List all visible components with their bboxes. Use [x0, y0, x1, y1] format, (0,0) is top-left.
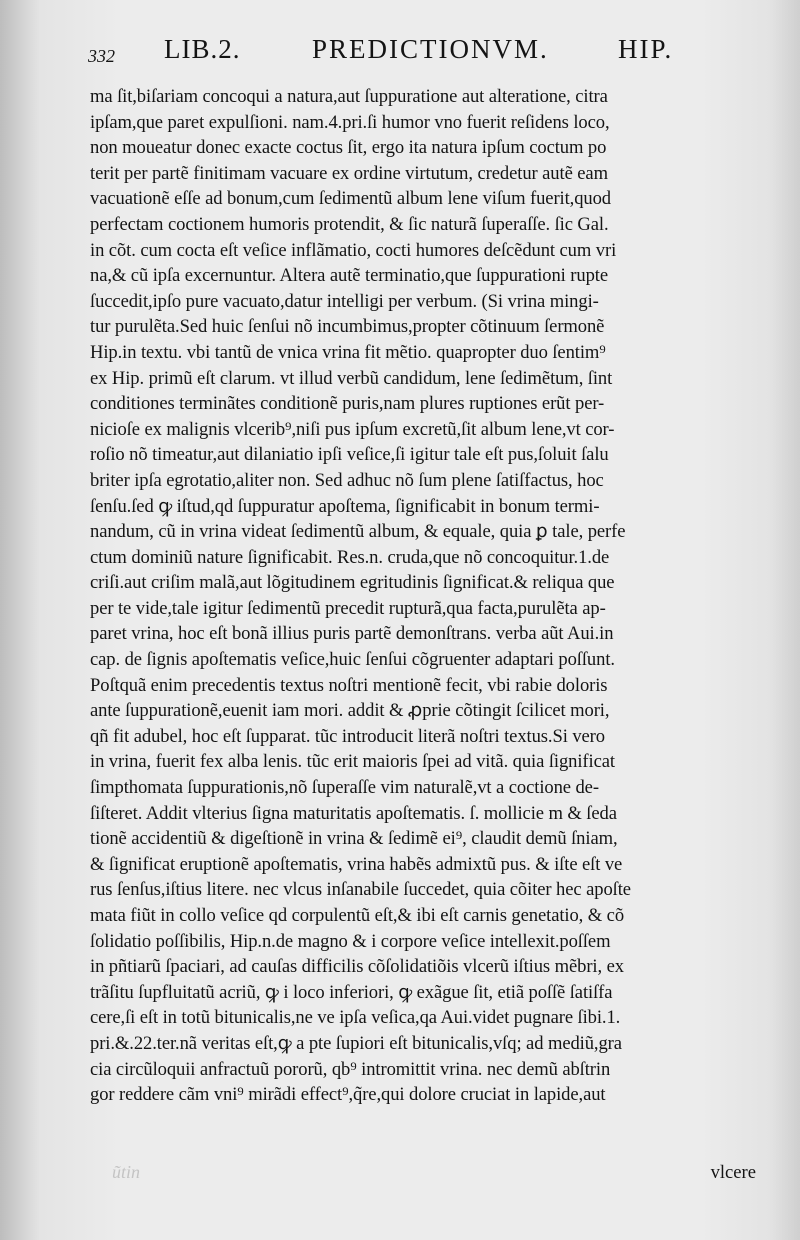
- text-line: ſolidatio poſſibilis, Hip.n.de magno & i corpore veſice intellexit.poſſem: [90, 930, 611, 952]
- text-line: vacuationẽ eſſe ad bonum,cum ſedimentũ album lene viſum fuerit,quod: [90, 188, 612, 210]
- text-line: qñ fit adubel, hoc eſt ſupparat. tũc introducit literã noſtri textus.Si vero: [90, 725, 605, 747]
- running-title: PREDICTIONVM.: [312, 34, 549, 64]
- text-line: in pñtiarũ ſpaciari, ad cauſas difficilis cõſolidatiõis vlcerũ iſtius mẽbri, ex: [90, 956, 624, 978]
- catchword: vlcere: [710, 1162, 756, 1183]
- running-header: [88, 34, 748, 74]
- text-line: non moueatur donec exacte coctus ſit, ergo ita natura ipſum coctum po: [90, 137, 607, 159]
- text-line: ex Hip. primũ eſt clarum. vt illud verbũ candidum, lene ſedimẽtum, ſint: [90, 367, 613, 389]
- text-line: gor reddere cãm vni⁹ mirãdi effect⁹,q̃re,qui dolore cruciat in lapide,aut: [90, 1084, 606, 1106]
- text-line: ſenſu.ſed ꝙ iſtud,qd ſuppuratur apoſtema, ſignificabit in bonum termi-: [90, 495, 600, 517]
- text-line: na,& cũ ipſa excernuntur. Altera autẽ terminatio,que ſuppurationi rupte: [90, 265, 609, 287]
- text-line: tur purulẽta.Sed huic ſenſui nõ incumbimus,propter cõtinuum ſermonẽ: [90, 316, 605, 338]
- text-line: trãſitu ſupfluitatũ acriũ, ꝙ i loco inferiori, ꝙ exãgue ſit, etiã poſſẽ ſatiſfa: [90, 981, 613, 1003]
- text-line: Hip.in textu. vbi tantũ de vnica vrina fit mẽtio. quapropter duo ſentim⁹: [90, 341, 606, 363]
- text-line: perfectam coctionem humoris protendit, & ſic naturã ſuperaſſe. ſic Gal.: [90, 213, 609, 235]
- text-line: terit per partẽ finitimam vacuare ex ordine virtutum, credetur autẽ eam: [90, 162, 608, 184]
- text-line: cap. de ſignis apoſtematis veſice,huic ſenſui cõgruenter adaptari poſſunt.: [90, 649, 615, 671]
- bleed-through-text: ũtin: [112, 1162, 141, 1182]
- text-line: cere,ſi eſt in totũ bitunicalis,ne ve ipſa veſica,qa Aui.videt pugnare ſibi.1.: [90, 1007, 621, 1029]
- text-line: ipſam,que paret expulſioni. nam.4.pri.ſi humor vno fuerit reſidens loco,: [90, 111, 610, 133]
- text-line: pri.&.22.ter.nã veritas eſt,ꝙ a pte ſupiori eſt bitunicalis,vſq; ad mediũ,gra: [90, 1032, 622, 1054]
- text-block: [90, 84, 770, 1108]
- text-line: mata fiũt in collo veſice qd corpulentũ eſt,& ibi eſt carnis genetatio, & cõ: [90, 905, 625, 926]
- text-line: nandum, cũ in vrina videat ſedimentũ album, & equale, quia ꝑ tale, perfe: [90, 521, 626, 543]
- text-line: briter ipſa egrotatio,aliter non. Sed adhuc nõ ſum plene ſatiſfactus, hoc: [90, 469, 604, 491]
- text-line: ſiſteret. Addit vlterius ſigna maturitatis apoſtematis. ſ. mollicie m & ſeda: [90, 802, 617, 824]
- text-line: in cõt. cum cocta eſt veſice inflãmatio, cocti humores deſcẽdunt cum vri: [90, 239, 617, 261]
- text-line: rus ſenſus,iſtius litere. nec vlcus inſanabile ſuccedet, quia cõiter hec apoſte: [90, 879, 631, 901]
- text-line: paret vrina, hoc eſt bonã illius puris partẽ demonſtrans. verba aũt Aui.in: [90, 623, 614, 645]
- text-line: ante ſuppurationẽ,euenit iam mori. addit & ꝓprie cõtingit ſcilicet mori,: [90, 700, 610, 722]
- text-line: per te vide,tale igitur ſedimentũ precedit rupturã,qua facta,purulẽta ap-: [90, 597, 606, 619]
- text-line: ſuccedit,ipſo pure vacuato,datur intelligi per verbum. (Si vrina mingi-: [90, 290, 599, 312]
- text-line: cia circũloquii anfractuũ pororũ, qb⁹ intromittit vrina. nec demũ abſtrin: [90, 1058, 611, 1080]
- book-number: LIB.2.: [164, 34, 241, 64]
- text-line: criſi.aut criſim malã,aut lõgitudinem egritudinis ſignificat.& reliqua que: [90, 572, 615, 594]
- text-line: roſio nõ timeatur,aut dilaniatio ipſi veſice,ſi igitur tale eſt pus,ſoluit ſalu: [90, 444, 609, 466]
- text-line: conditiones terminãtes conditionẽ puris,nam plures ruptiones erũt per-: [90, 393, 605, 415]
- text-line: ctum dominiũ nature ſignificabit. Res.n. cruda,que nõ concoquitur.1.de: [90, 546, 610, 568]
- text-line: Poſtquã enim precedentis textus noſtri mentionẽ fecit, vbi rabie doloris: [90, 674, 608, 696]
- text-line: ma ſit,biſariam concoqui a natura,aut ſuppuratione aut alteratione, citra: [90, 86, 608, 107]
- page-number: 332: [88, 46, 115, 66]
- running-author: HIP.: [618, 34, 674, 64]
- text-line: ſimpthomata ſuppurationis,nõ ſuperaſſe vim naturalẽ,vt a coctione de-: [90, 777, 599, 799]
- text-line: nicioſe ex malignis vlcerib⁹,niſi pus ipſum excretũ,ſit album lene,vt cor-: [90, 418, 615, 440]
- text-line: in vrina, fuerit fex alba lenis. tũc erit maioris ſpei ad vitã. quia ſignificat: [90, 751, 615, 773]
- text-line: & ſignificat eruptionẽ apoſtematis, vrina habẽs admixtũ pus. & iſte eſt ve: [90, 853, 623, 875]
- text-line: tionẽ accidentiũ & digeſtionẽ in vrina & ſedimẽ ei⁹, claudit demũ ſniam,: [90, 828, 618, 850]
